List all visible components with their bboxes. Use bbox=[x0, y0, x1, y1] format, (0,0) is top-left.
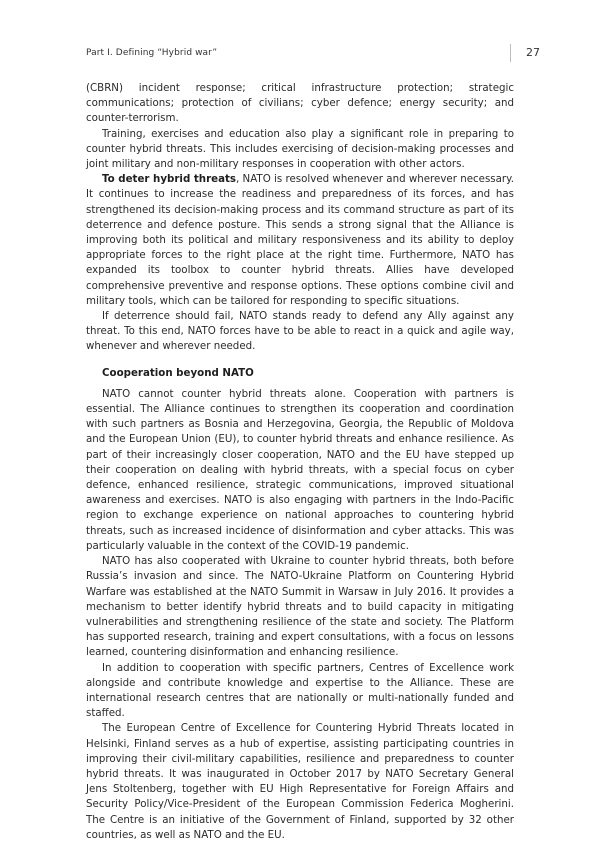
paragraph-hybrid-coe: The European Centre of Excellence for Countering Hybrid Threats located in Helsinki, Finland serves as a hub of expertise, assisting participating countries in improving their civil-military capabilities, resilience and preparedness to counter hybrid threats. It was inaugurated in October 2017 by NATO Secretary General Jens Stoltenberg, together with EU High Representative for Foreign Affairs and Security Policy/Vice-President of the European Commission Federica Mogherini. The Centre is an initiative of the Government of Finland, supported by 32 other countries, as well as NATO and the EU. bbox=[86, 722, 514, 841]
paragraph-ukraine: NATO has also cooperated with Ukraine to counter hybrid threats, both before Russia’s invasion and since. The NATO-Ukraine Platform on Countering Hybrid Warfare was established at the NATO Summit in Warsaw in July 2016. It provides a mechanism to better identify hybrid threats and to build capacity in mitigating vulnerabilities and strengthening resilience of the state and society. The Platform has supported research, training and expert consultations, with a focus on lessons learned, countering disinformation and enhancing resilience. bbox=[86, 555, 514, 659]
deter-text: , NATO is resolved whenever and wherever necessary. It continues to increase the readiness and preparedness of its forces, and has strengthened its decision-making process and its command structure as part of its deterrence and defence posture. This sends a strong signal that the Alliance is improving both its political and military responsiveness and its ability to deploy appropriate forces to the right place at the right time. Furthermore, NATO has expanded its toolbox to counter hybrid threats. Allies have developed comprehensive preventive and response options. These options combine civil and military tools, which can be tailored for responding to specific situations. bbox=[86, 173, 514, 307]
paragraph-cbrn-continued: (CBRN) incident response; critical infrastructure protection; strategic communications; protection of civilians; cyber defence; energy security; and counter-terrorism. bbox=[86, 82, 514, 125]
header-divider bbox=[510, 44, 511, 62]
paragraph-centres: In addition to cooperation with specific partners, Centres of Excellence work alongside and contribute knowledge and expertise to the Alliance. These are international research centres that are nationally or multi-nationally funded and staffed. bbox=[86, 661, 514, 720]
paragraph-partners: NATO cannot counter hybrid threats alone. Cooperation with partners is essential. The Alliance continues to strengthen its cooperation and coordination with such partners as Bosnia and Herzegovina, Georgia, the Republic of Moldova and the European Union (EU), to counter hybrid threats and enhance resilience. As part of their increasingly closer cooperation, NATO and the EU have stepped up their cooperation on dealing with hybrid threats, with a special focus on cyber defence, enhanced resilience, strategic communications, improved situational awareness and exercises. NATO is also engaging with partners in the Indo-Pacific region to exchange experience on national approaches to countering hybrid threats, such as increased incidence of disinformation and cyber attacks. This was particularly valuable in the context of the COVID-19 pandemic. bbox=[86, 387, 514, 552]
paragraph-deter bbox=[86, 172, 514, 309]
paragraph-deterrence-fail: If deterrence should fail, NATO stands ready to defend any Ally against any threat. To this end, NATO forces have to be able to react in a quick and agile way, whenever and wherever needed. bbox=[86, 310, 514, 353]
paragraph-training: Training, exercises and education also play a significant role in preparing to counter hybrid threats. This includes exercising of decision-making processes and joint military and non-military responses in cooperation with other actors. bbox=[86, 127, 514, 171]
section-heading: Cooperation beyond NATO bbox=[102, 366, 254, 379]
deter-lead-phrase: To deter hybrid threats bbox=[102, 173, 236, 186]
page-number: 27 bbox=[526, 46, 540, 59]
page-header bbox=[86, 46, 540, 66]
running-head: Part I. Defining “Hybrid war” bbox=[86, 48, 218, 58]
page-body bbox=[86, 81, 514, 843]
